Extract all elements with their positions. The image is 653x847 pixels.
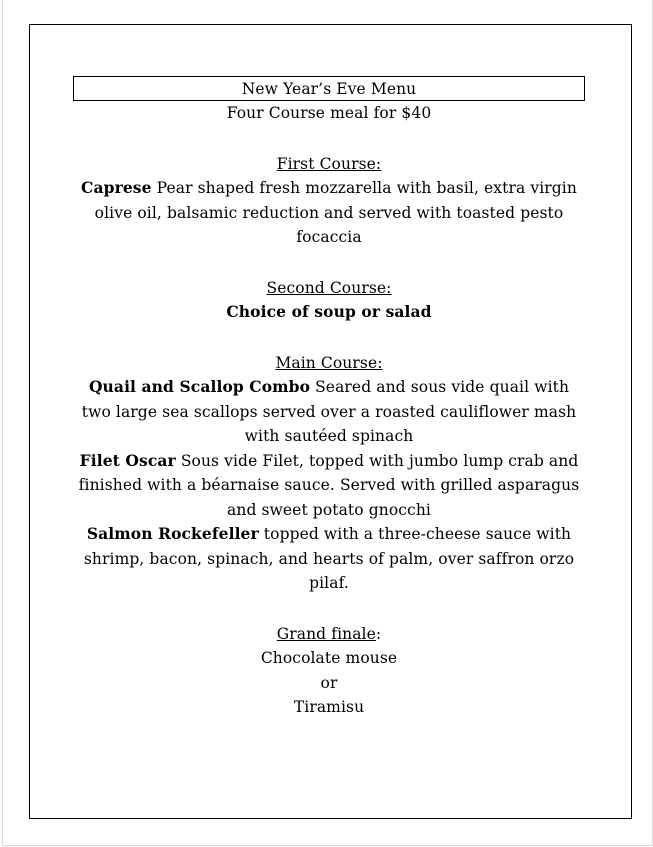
first-course-heading: First Course: <box>276 154 382 173</box>
menu-subtitle: Four Course meal for $40 <box>226 104 432 122</box>
dish-description: topped with a three-cheese sauce with shrimp, bacon, spinach, and hearts of palm, over saffron orzo pilaf. <box>83 525 575 592</box>
dessert-option: Chocolate mouse <box>260 649 398 667</box>
menu-item-caprese <box>72 176 586 250</box>
dish-name: Filet Oscar <box>79 450 176 470</box>
blank-line <box>74 325 584 351</box>
dish-description: Sous vide Filet, topped with jumbo lump crab and finished with a béarnaise sauce. Served with grilled asparagus and sweet potato gnocchi <box>78 451 580 519</box>
main-course-heading: Main Course: <box>275 353 383 372</box>
menu-item-salmon-rockefeller <box>72 522 586 596</box>
dessert-option: Tiramisu <box>293 698 365 716</box>
dessert-separator: or <box>320 673 338 692</box>
second-course-heading: Second Course: <box>266 278 392 297</box>
heading-colon: : <box>375 624 382 643</box>
grand-finale-heading-line <box>74 622 584 647</box>
second-course-item: Choice of soup or salad <box>226 302 432 321</box>
blank-line <box>74 126 584 152</box>
grand-finale-heading: Grand finale <box>276 624 376 643</box>
dish-description: Seared and sous vide quail with two large sea scallops served over a roasted cauliflower mash with sautéed spinach <box>81 378 577 445</box>
dish-name: Caprese <box>81 178 152 197</box>
blank-line <box>74 596 584 622</box>
menu-item-quail-scallop <box>72 375 586 449</box>
dish-name: Salmon Rockefeller <box>86 524 259 543</box>
dish-name: Quail and Scallop Combo <box>88 377 311 396</box>
menu-item-filet-oscar <box>72 449 586 523</box>
menu-title: New Year’s Eve Menu <box>73 76 585 101</box>
dish-description: Pear shaped fresh mozzarella with basil, extra virgin olive oil, balsamic reduction and served with toasted pesto focaccia <box>94 179 577 246</box>
menu-content <box>74 76 584 720</box>
blank-line <box>74 250 584 276</box>
